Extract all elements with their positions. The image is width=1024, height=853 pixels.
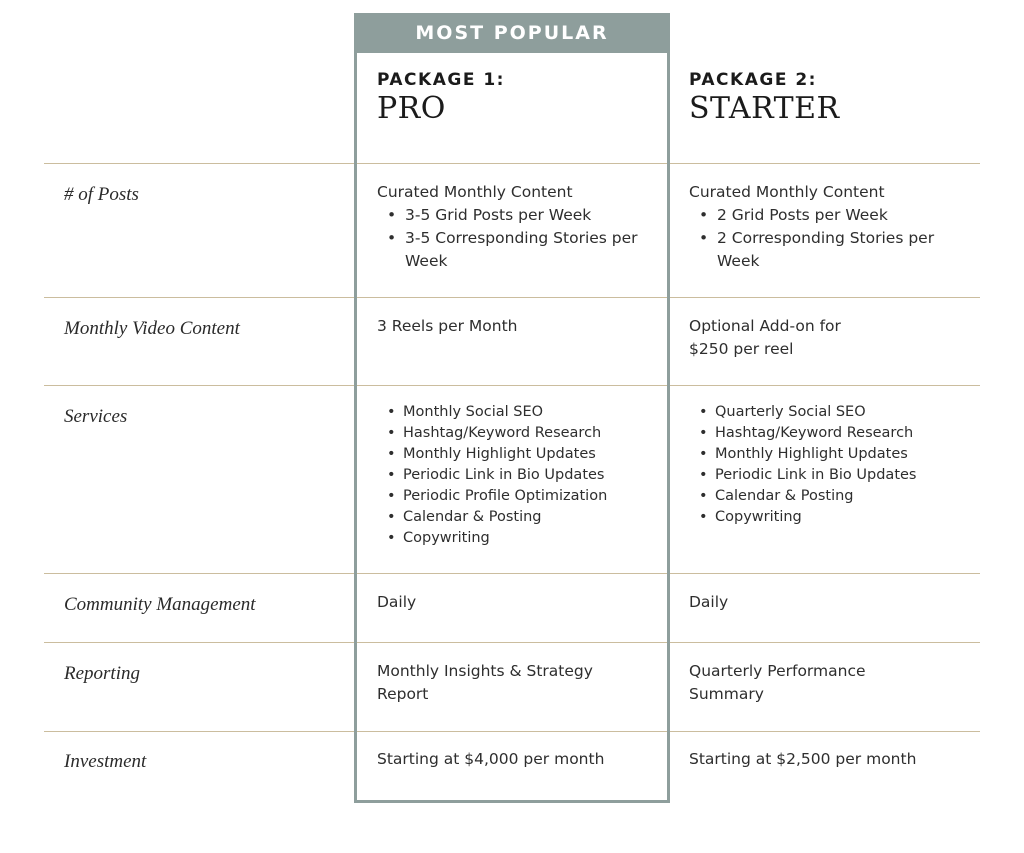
community-starter-cell: Daily — [689, 593, 729, 611]
investment-pro-cell: Starting at $4,000 per month — [377, 750, 605, 768]
list-item: • Monthly Highlight Updates — [689, 444, 974, 465]
row-label-community: Community Management — [64, 594, 256, 615]
services-pro-list — [377, 402, 652, 549]
posts-starter-cell — [689, 181, 964, 273]
package-starter-name: STARTER — [689, 91, 840, 126]
list-item: • 3-5 Grid Posts per Week — [377, 204, 647, 227]
posts-starter-intro: Curated Monthly Content — [689, 183, 885, 201]
reporting-starter-cell: Quarterly Performance Summary — [689, 662, 866, 703]
list-item: • Copywriting — [377, 528, 652, 549]
row-label-services: Services — [64, 406, 128, 427]
row-divider — [44, 163, 980, 164]
row-divider — [44, 642, 980, 643]
package-pro-header — [377, 70, 505, 126]
posts-pro-intro: Curated Monthly Content — [377, 183, 573, 201]
list-item: • 2 Grid Posts per Week — [689, 204, 964, 227]
list-item: • Calendar & Posting — [377, 507, 652, 528]
list-item: • Periodic Profile Optimization — [377, 486, 652, 507]
most-popular-banner: MOST POPULAR — [354, 13, 670, 53]
services-starter-cell — [689, 402, 974, 528]
list-item: • Monthly Highlight Updates — [377, 444, 652, 465]
list-item: • Periodic Link in Bio Updates — [377, 465, 652, 486]
community-pro-cell: Daily — [377, 593, 417, 611]
row-divider — [44, 573, 980, 574]
list-item: • Periodic Link in Bio Updates — [689, 465, 974, 486]
list-item: • 2 Corresponding Stories per Week — [689, 227, 964, 273]
services-starter-list — [689, 402, 974, 528]
row-label-video: Monthly Video Content — [64, 318, 240, 339]
row-label-reporting: Reporting — [64, 663, 140, 684]
row-label-posts: # of Posts — [64, 184, 139, 205]
row-divider — [44, 731, 980, 732]
video-pro-cell: 3 Reels per Month — [377, 317, 518, 335]
posts-pro-cell — [377, 181, 647, 273]
reporting-pro-cell: Monthly Insights & Strategy Report — [377, 662, 593, 703]
list-item: • Calendar & Posting — [689, 486, 974, 507]
package-starter-header — [689, 70, 840, 126]
row-divider — [44, 297, 980, 298]
row-divider — [44, 385, 980, 386]
list-item: • Hashtag/Keyword Research — [377, 423, 652, 444]
row-label-investment: Investment — [64, 751, 147, 772]
package-starter-kicker: PACKAGE 2: — [689, 70, 817, 90]
list-item: • 3-5 Corresponding Stories per Week — [377, 227, 647, 273]
services-pro-cell — [377, 402, 652, 549]
posts-starter-list — [689, 204, 964, 273]
list-item: • Copywriting — [689, 507, 974, 528]
video-starter-cell: Optional Add-on for $250 per reel — [689, 317, 841, 358]
package-pro-kicker: PACKAGE 1: — [377, 70, 505, 90]
list-item: • Monthly Social SEO — [377, 402, 652, 423]
list-item: • Quarterly Social SEO — [689, 402, 974, 423]
list-item: • Hashtag/Keyword Research — [689, 423, 974, 444]
investment-starter-cell: Starting at $2,500 per month — [689, 750, 917, 768]
posts-pro-list — [377, 204, 647, 273]
package-pro-name: PRO — [377, 91, 446, 126]
